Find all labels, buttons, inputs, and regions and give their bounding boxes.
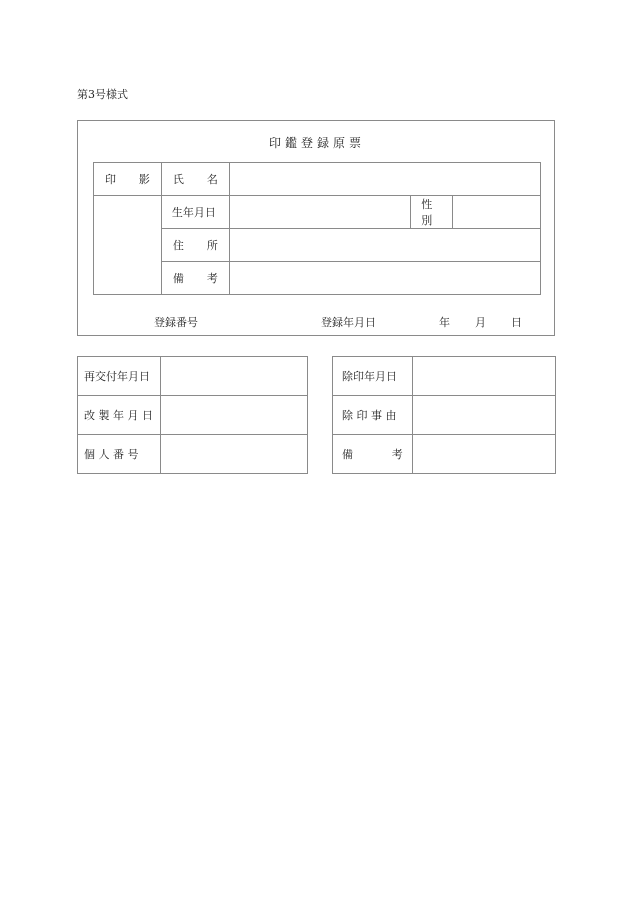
remarks-field[interactable]: [229, 262, 540, 295]
seal-impression-label: 印 影: [105, 173, 150, 186]
table-row: [333, 435, 556, 474]
remarks-label: 備 考: [172, 272, 218, 285]
removal-remarks-label-cell: [333, 435, 413, 474]
remarks-label-cell: [161, 262, 229, 295]
removal-info-table: [332, 356, 556, 474]
month-label: 月: [475, 316, 486, 329]
seal-impression-area[interactable]: [94, 196, 162, 295]
day-label: 日: [511, 316, 522, 329]
registration-date-label: 登録年月日: [321, 316, 376, 329]
year-label: 年: [439, 316, 450, 329]
registration-details-table: [93, 162, 541, 295]
remake-date-field[interactable]: [160, 396, 307, 435]
form-number-label: 第3号様式: [77, 88, 128, 101]
seal-registration-card: [77, 120, 555, 336]
sex-field[interactable]: [453, 196, 541, 229]
reissue-date-field[interactable]: [160, 357, 307, 396]
birth-date-label: 生年月日: [171, 206, 216, 219]
card-title: 印鑑登録原票: [268, 136, 365, 150]
remake-date-label: 改 製 年 月 日: [84, 409, 153, 422]
removal-date-label: 除印年月日: [342, 370, 397, 383]
registration-number-label: 登録番号: [154, 316, 198, 329]
address-label-cell: [161, 229, 229, 262]
birth-date-label-cell: [161, 196, 229, 229]
table-row: [94, 163, 541, 196]
table-row: [94, 262, 541, 295]
table-row: [333, 357, 556, 396]
personal-number-label: 個 人 番 号: [84, 448, 139, 461]
name-label: 氏 名: [172, 173, 218, 186]
table-row: [94, 196, 541, 229]
name-label-cell: [161, 163, 229, 196]
table-row: [78, 435, 308, 474]
sex-label-cell: [411, 196, 453, 229]
seal-impression-label-cell: [94, 163, 162, 196]
removal-date-label-cell: [333, 357, 413, 396]
removal-date-field[interactable]: [412, 357, 555, 396]
reissue-date-label-cell: [78, 357, 161, 396]
address-field[interactable]: [229, 229, 540, 262]
reissue-info-table: [77, 356, 308, 474]
table-row: [78, 357, 308, 396]
remake-date-label-cell: [78, 396, 161, 435]
reissue-date-label: 再交付年月日: [84, 370, 150, 383]
table-row: [333, 396, 556, 435]
sex-label: 性別: [421, 198, 433, 227]
removal-reason-label: 除 印 事 由: [342, 409, 397, 422]
address-label: 住 所: [172, 239, 218, 252]
removal-reason-label-cell: [333, 396, 413, 435]
birth-date-field[interactable]: [229, 196, 410, 229]
personal-number-label-cell: [78, 435, 161, 474]
removal-remarks-field[interactable]: [412, 435, 555, 474]
removal-remarks-label: 備 考: [342, 448, 403, 461]
personal-number-field[interactable]: [160, 435, 307, 474]
removal-reason-field[interactable]: [412, 396, 555, 435]
table-row: [78, 396, 308, 435]
table-row: [94, 229, 541, 262]
name-field[interactable]: [229, 163, 540, 196]
